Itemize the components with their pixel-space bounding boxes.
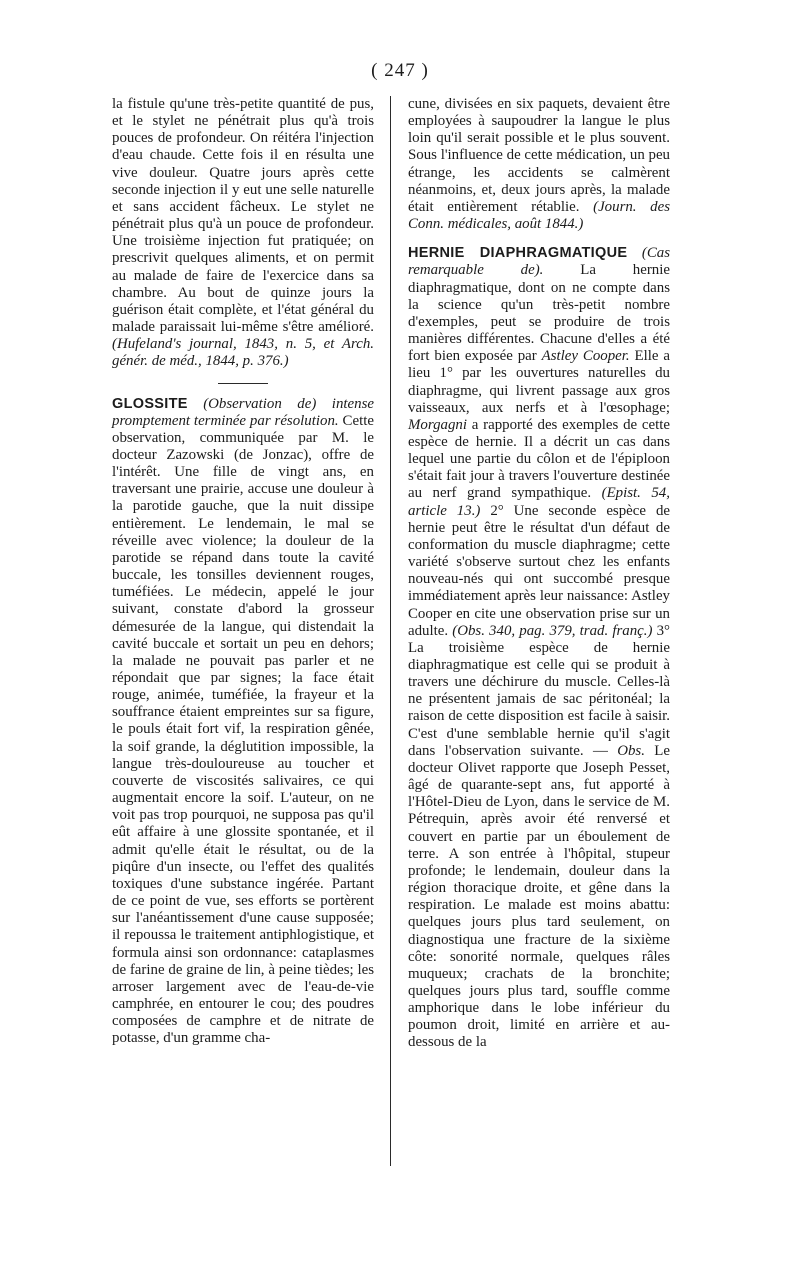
section-spacer: [408, 233, 670, 245]
hernie-subtitle: (Cas remarquable de).: [408, 245, 670, 279]
hernie-body-5: 3° La troisième espèce de hernie diaphragmatique est celle qui se produit à travers une déchirure du muscle. Celles-là ne présentent jamais de sac péritonéal; la raison de cette disposition est facile à saisir. C'est d'une semblable hernie qu'il s'agit dans l'observation suivante. —: [408, 622, 670, 759]
journal-reference: (Journ. des Conn. médicales, août 1844.): [408, 198, 670, 233]
cooper-name: Astley Cooper.: [541, 348, 630, 365]
hernie-article: [408, 245, 670, 1051]
section-separator: [218, 383, 268, 384]
glossite-continuation-text: cune, divisées en six paquets, devaient être employées à saupoudrer la langue le plus loin qu'il serait possible et le plus souvent. Sous l'influence de cette médication, un peu étrange, les accidents se calmèrent néanmoins, et, deux jours après, la malade était entièrement rétablie.: [408, 96, 670, 215]
epist-reference: (Epist. 54, article 13.): [408, 485, 670, 519]
glossite-subtitle: (Observation de) intense promptement terminée par résolution.: [112, 395, 374, 429]
page-number: ( 247 ): [371, 60, 429, 81]
column-divider: [390, 96, 391, 1166]
fistule-text: la fistule qu'une très-petite quantité de pus, et le stylet ne pénétrait plus qu'à trois pouces de profondeur. On réitéra l'injection d'eau chaude. Cette fois il en résulta une vive douleur. Quatre jours après cette seconde injection il y eut une selle naturelle et sans accident fâcheux. Le stylet ne pénétrait plus qu'à un pouce de profondeur. Une troisième injection fut pratiquée; on prescrivit quelques aliments, et on permit au malade de faire de l'exercice dans sa chambre. Au bout de quinze jours la guérison était complète, et l'état général du malade paraissait lui-même s'être amélioré.: [112, 96, 374, 336]
hufeland-reference: (Hufeland's journal, 1843, n. 5, et Arch. génér. de méd., 1844, p. 376.): [112, 336, 374, 370]
hernie-body-4: 2° Une seconde espèce de hernie peut être le résultat d'un défaut de conformation du muscle diaphragme; cette variété s'observe surtout chez les enfants nouveau-nés qui ont succombé presque immédiatement après leur naissance: Astley Cooper en cite une observation prise sur un adulte.: [408, 502, 670, 639]
morgagni-name: Morgagni: [408, 416, 468, 433]
glossite-article: [112, 396, 374, 1048]
fistule-paragraph: [112, 96, 374, 371]
obs-label: Obs.: [617, 742, 645, 759]
glossite-body: Cette observation, communiquée par M. le docteur Zazowski (de Jonzac), offre de l'intérêt. Une fille de vingt ans, en traversant une prairie, accuse une douleur à la parotide gauche, que la nuit dissipe entièrement. Le lendemain, le mal se réveille avec violence; la douleur de la parotide se répand dans toute la cavité buccale, les tonsilles deviennent rouges, tuméfiées. Le médecin, appelé le jour suivant, constate d'abord la grosseur démesurée de la langue, qui distendait la cavité buccale et sortait un peu en dehors; la malade ne pouvait pas parler et ne répondait que par signes; la face était rouge, animée, tuméfiée, la frayeur et la souffrance étaient empreintes sur sa figure, le pouls était fort vif, la respiration gênée, la soif grande, la déglutition impossible, la langue très-douloureuse au toucher et couverte de viscosités salivaires, ce qui augmentait encore la soif. L'auteur, on ne voit pas trop pourquoi, ne supposa pas qu'il eût affaire à une glossite spontanée, et il admit qu'elle était le résultat, ou de la piqûre d'un insecte, ou l'effet des qualités toxiques d'une substance ingérée. Partant de ce point de vue, ses efforts se portèrent sur l'anéantissement d'une cause supposée; il repoussa le traitement antiphlogistique, et formula ainsi son ordonnance: cataplasmes de farine de graine de lin, à peine tièdes; les arroser largement avec de l'eau-de-vie camphrée, en entourer le cou; des poudres composées de camphre et de nitrate de potasse, d'un gramme cha-: [112, 412, 374, 1047]
hernie-heading: HERNIE DIAPHRAGMATIQUE: [408, 245, 628, 262]
hernie-body-2: Elle a lieu 1° par les ouvertures naturelles du diaphragme, qui livrent passage aux gros vaisseaux, aux nerfs et à l'œsophage;: [408, 348, 671, 416]
left-column: [112, 96, 374, 1047]
hernie-body-3: a rapporté des exemples de cette espèce de hernie. Il a décrit un cas dans lequel une partie du côlon et de l'épiploon s'était fait jour à travers l'ouverture destinée au nerf grand sympathique.: [408, 416, 670, 502]
hernie-body-6: Le docteur Olivet rapporte que Joseph Pesset, âgé de quarante-sept ans, fut apporté à l'Hôtel-Dieu de Lyon, dans le service de M. Pétrequin, après avoir été renversé et couvert en partie par un éboulement de terre. A son entrée à l'hôpital, stupeur profonde; le lendemain, douleur dans la région thoracique droite, et gêne dans la respiration. Le malade est moins abattu: quelques jours plus tard seulement, on diagnostiqua une fracture de la sixième côte: sonorité normale, quelques râles muqueux; crachats de la bronchite; quelques jours plus tard, souffle comme amphorique dans le lobe inférieur du poumon droit, limité en arrière et au-dessous de la: [408, 742, 670, 1051]
hernie-body-1: La hernie diaphragmatique, dont on ne compte dans la science qu'un très-petit nombre d'exemples, peut se produire de trois manières différentes. Chacune d'elles a été fort bien exposée par: [408, 262, 670, 365]
right-column: [408, 96, 670, 1052]
obs-reference: (Obs. 340, pag. 379, trad. franç.): [452, 622, 653, 639]
glossite-continuation: [408, 96, 670, 233]
glossite-heading: GLOSSITE: [112, 395, 188, 412]
